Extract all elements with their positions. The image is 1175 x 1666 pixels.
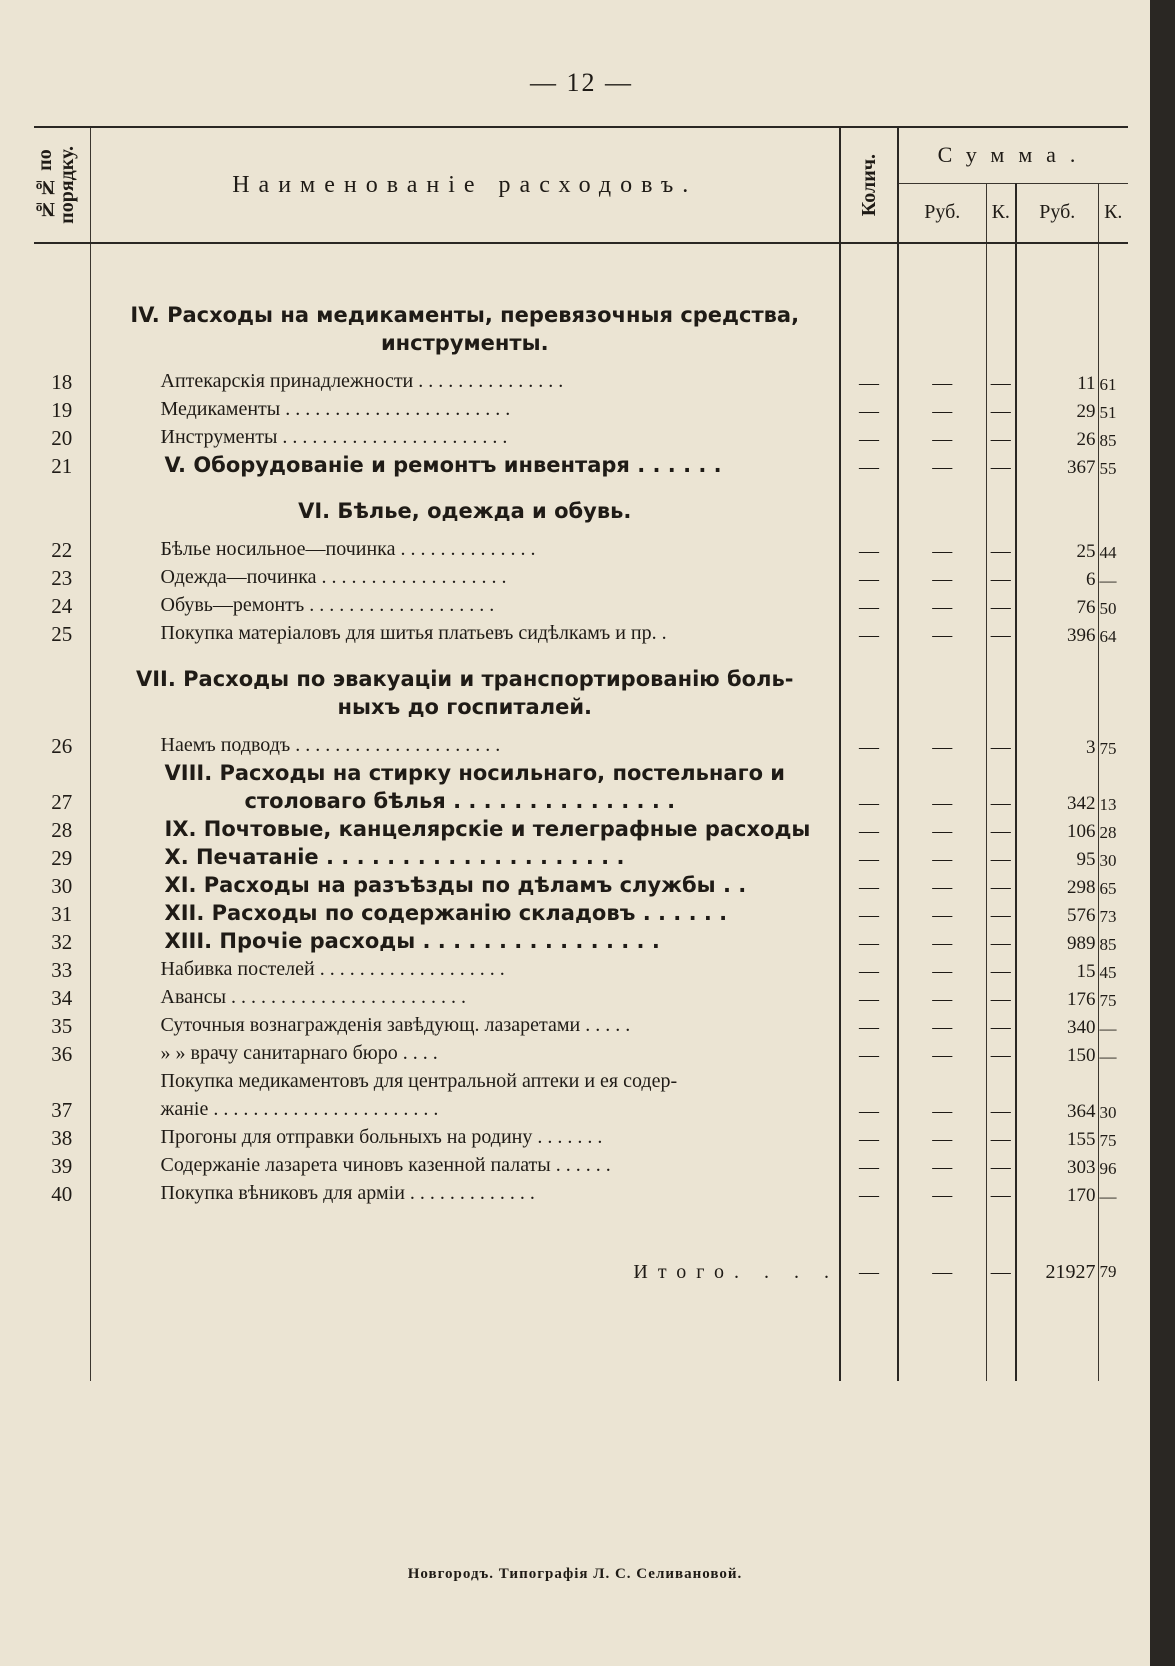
row-description bbox=[90, 1067, 840, 1123]
amount-rub: 303 bbox=[1016, 1151, 1098, 1179]
row-number: 25 bbox=[51, 622, 73, 646]
kop1-dash: — bbox=[986, 1011, 1016, 1039]
total-label: Итого. . . . bbox=[90, 1243, 840, 1301]
qty-dash: — bbox=[840, 423, 898, 451]
amount-kop: 85 bbox=[1098, 927, 1128, 955]
row-description: Набивка постелей . . . . . . . . . . . . . . . . . . . bbox=[90, 955, 840, 983]
qty-dash: — bbox=[840, 871, 898, 899]
kop1-dash: — bbox=[986, 815, 1016, 843]
row-number: 38 bbox=[51, 1126, 73, 1150]
amount-kop: 45 bbox=[1098, 955, 1128, 983]
amount-rub: 396 bbox=[1016, 619, 1098, 647]
kop1-dash: — bbox=[986, 591, 1016, 619]
amount-kop: 75 bbox=[1098, 731, 1128, 759]
rub1-dash: — bbox=[898, 451, 986, 479]
amount-kop: 13 bbox=[1098, 759, 1128, 815]
amount-rub: 367 bbox=[1016, 451, 1098, 479]
table-row bbox=[34, 395, 1128, 423]
row-number: 22 bbox=[51, 538, 73, 562]
kop1-dash: — bbox=[986, 843, 1016, 871]
qty-dash: — bbox=[840, 759, 898, 815]
kop1-dash: — bbox=[986, 871, 1016, 899]
table-row bbox=[34, 759, 1128, 815]
amount-kop: 75 bbox=[1098, 983, 1128, 1011]
qty-dash: — bbox=[840, 1039, 898, 1067]
table-row bbox=[34, 731, 1128, 759]
row-number: 19 bbox=[51, 398, 73, 422]
total-number-empty bbox=[34, 1243, 90, 1301]
rub1-dash: — bbox=[898, 367, 986, 395]
amount-rub: 576 bbox=[1016, 899, 1098, 927]
header-number-label: №№ по порядку. bbox=[34, 146, 78, 224]
row-number: 20 bbox=[51, 426, 73, 450]
header-rub-1: Руб. bbox=[898, 183, 986, 243]
row-number-empty bbox=[34, 283, 90, 357]
header-sum bbox=[898, 127, 1128, 183]
qty-dash: — bbox=[840, 927, 898, 955]
kop1-dash: — bbox=[986, 423, 1016, 451]
rub1-dash: — bbox=[898, 955, 986, 983]
amount-kop: 85 bbox=[1098, 423, 1128, 451]
amount-kop: 50 bbox=[1098, 591, 1128, 619]
table-row bbox=[34, 535, 1128, 563]
qty-dash: — bbox=[840, 1123, 898, 1151]
table-row bbox=[34, 899, 1128, 927]
kop1-dash: — bbox=[986, 927, 1016, 955]
row-description-line2: жаніе . . . . . . . . . . . . . . . . . . . . . . . bbox=[160, 1098, 439, 1120]
table-row bbox=[34, 367, 1128, 395]
total-row bbox=[34, 1243, 1128, 1301]
amount-rub: 25 bbox=[1016, 535, 1098, 563]
kop1-dash: — bbox=[986, 1179, 1016, 1207]
section-title bbox=[90, 479, 840, 525]
row-description-line1: VIII. Расходы на стирку носильнаго, постельнаго и bbox=[164, 761, 786, 785]
row-description: IX. Почтовые, канцелярскіе и телеграфные расходы bbox=[90, 815, 840, 843]
amount-rub: 364 bbox=[1016, 1067, 1098, 1123]
kop1-dash: — bbox=[986, 1067, 1016, 1123]
row-number: 30 bbox=[51, 874, 73, 898]
section-heading-row bbox=[34, 283, 1128, 357]
qty-dash: — bbox=[840, 1151, 898, 1179]
row-description: X. Печатаніе . . . . . . . . . . . . . . . . . . . . bbox=[90, 843, 840, 871]
rub1-dash: — bbox=[898, 759, 986, 815]
row-description: Инструменты . . . . . . . . . . . . . . . . . . . . . . . bbox=[90, 423, 840, 451]
header-rub-2: Руб. bbox=[1016, 183, 1098, 243]
kop1-dash: — bbox=[986, 899, 1016, 927]
header-qty-label: Колич. bbox=[858, 153, 880, 217]
kop1-dash: — bbox=[986, 451, 1016, 479]
row-description: Прогоны для отправки больныхъ на родину . . . . . . . bbox=[90, 1123, 840, 1151]
amount-kop: 65 bbox=[1098, 871, 1128, 899]
table-body bbox=[34, 243, 1128, 1381]
row-number: 33 bbox=[51, 958, 73, 982]
amount-rub: 15 bbox=[1016, 955, 1098, 983]
table-row bbox=[34, 1067, 1128, 1123]
rub1-dash: — bbox=[898, 423, 986, 451]
row-description: Покупка матеріаловъ для шитья платьевъ сидѣлкамъ и пр. . bbox=[90, 619, 840, 647]
amount-rub: 989 bbox=[1016, 927, 1098, 955]
kop1-dash: — bbox=[986, 395, 1016, 423]
row-number: 18 bbox=[51, 370, 73, 394]
rub1-dash: — bbox=[898, 983, 986, 1011]
header-sum-label: Сумма. bbox=[937, 142, 1090, 168]
kop1-dash: — bbox=[986, 955, 1016, 983]
header-name-label: Наименованіе расходовъ. bbox=[232, 171, 698, 198]
table-row bbox=[34, 591, 1128, 619]
row-description: Содержаніе лазарета чиновъ казенной палаты . . . . . . bbox=[90, 1151, 840, 1179]
row-number: 31 bbox=[51, 902, 73, 926]
section-title-line1: IV. Расходы на медикаменты, перевязочныя средства, bbox=[130, 303, 800, 327]
amount-rub: 76 bbox=[1016, 591, 1098, 619]
row-number: 26 bbox=[51, 734, 73, 758]
amount-kop: 28 bbox=[1098, 815, 1128, 843]
qty-dash: — bbox=[840, 451, 898, 479]
qty-total-dash: — bbox=[840, 1243, 898, 1301]
rub1-dash: — bbox=[898, 1179, 986, 1207]
header-kop-1: К. bbox=[986, 183, 1016, 243]
row-description: Покупка вѣниковъ для арміи . . . . . . . . . . . . . bbox=[90, 1179, 840, 1207]
rub1-dash: — bbox=[898, 1151, 986, 1179]
header-qty bbox=[840, 127, 898, 243]
amount-kop: 30 bbox=[1098, 843, 1128, 871]
amount-kop: — bbox=[1098, 1011, 1128, 1039]
amount-rub: 298 bbox=[1016, 871, 1098, 899]
table-row bbox=[34, 871, 1128, 899]
row-description-line2: столоваго бѣлья . . . . . . . . . . . . . . . bbox=[244, 789, 676, 813]
amount-kop: — bbox=[1098, 563, 1128, 591]
amount-kop: 73 bbox=[1098, 899, 1128, 927]
amount-rub: 29 bbox=[1016, 395, 1098, 423]
kop1-dash: — bbox=[986, 367, 1016, 395]
page-number: — 12 — bbox=[530, 68, 633, 97]
table-row bbox=[34, 955, 1128, 983]
kop1-dash: — bbox=[986, 1123, 1016, 1151]
rub1-dash: — bbox=[898, 927, 986, 955]
table-row bbox=[34, 1179, 1128, 1207]
kop1-dash: — bbox=[986, 619, 1016, 647]
row-number: 39 bbox=[51, 1154, 73, 1178]
row-number: 40 bbox=[51, 1182, 73, 1206]
qty-dash: — bbox=[840, 591, 898, 619]
amount-rub: 3 bbox=[1016, 731, 1098, 759]
kop1-dash: — bbox=[986, 759, 1016, 815]
table-row bbox=[34, 815, 1128, 843]
section-heading-row bbox=[34, 647, 1128, 721]
row-number: 21 bbox=[51, 454, 73, 478]
rub1-dash: — bbox=[898, 1011, 986, 1039]
section-title-line1: VI. Бѣлье, одежда и обувь. bbox=[298, 499, 632, 523]
table-row bbox=[34, 619, 1128, 647]
row-number: 34 bbox=[51, 986, 73, 1010]
row-description: Одежда—починка . . . . . . . . . . . . . . . . . . . bbox=[90, 563, 840, 591]
header-number bbox=[34, 127, 90, 243]
rub1-total-dash: — bbox=[898, 1243, 986, 1301]
qty-dash: — bbox=[840, 619, 898, 647]
row-number: 24 bbox=[51, 594, 73, 618]
amount-rub: 106 bbox=[1016, 815, 1098, 843]
row-description: Суточныя вознагражденія завѣдующ. лазаретами . . . . . bbox=[90, 1011, 840, 1039]
row-description: Обувь—ремонтъ . . . . . . . . . . . . . . . . . . . bbox=[90, 591, 840, 619]
table-row bbox=[34, 1039, 1128, 1067]
kop1-dash: — bbox=[986, 731, 1016, 759]
expense-table bbox=[34, 126, 1128, 1381]
amount-kop: 75 bbox=[1098, 1123, 1128, 1151]
qty-dash: — bbox=[840, 955, 898, 983]
row-description: Авансы . . . . . . . . . . . . . . . . . . . . . . . . bbox=[90, 983, 840, 1011]
qty-dash: — bbox=[840, 563, 898, 591]
rub1-dash: — bbox=[898, 1039, 986, 1067]
row-number: 36 bbox=[51, 1042, 73, 1066]
row-number-empty bbox=[34, 647, 90, 721]
row-number: 37 bbox=[51, 1098, 73, 1122]
row-description: V. Оборудованіе и ремонтъ инвентаря . . . . . . bbox=[90, 451, 840, 479]
amount-kop: 44 bbox=[1098, 535, 1128, 563]
qty-dash: — bbox=[840, 899, 898, 927]
table-row bbox=[34, 451, 1128, 479]
amount-kop: 61 bbox=[1098, 367, 1128, 395]
rub1-dash: — bbox=[898, 563, 986, 591]
amount-rub: 340 bbox=[1016, 1011, 1098, 1039]
amount-kop: 51 bbox=[1098, 395, 1128, 423]
kop1-dash: — bbox=[986, 563, 1016, 591]
header-name bbox=[90, 127, 840, 243]
rub1-dash: — bbox=[898, 731, 986, 759]
table-row bbox=[34, 843, 1128, 871]
qty-dash: — bbox=[840, 731, 898, 759]
qty-dash: — bbox=[840, 395, 898, 423]
amount-rub: 6 bbox=[1016, 563, 1098, 591]
row-number: 32 bbox=[51, 930, 73, 954]
row-description: Медикаменты . . . . . . . . . . . . . . . . . . . . . . . bbox=[90, 395, 840, 423]
qty-dash: — bbox=[840, 535, 898, 563]
row-description: Аптекарскія принадлежности . . . . . . . . . . . . . . . bbox=[90, 367, 840, 395]
qty-dash: — bbox=[840, 843, 898, 871]
table-row bbox=[34, 563, 1128, 591]
rub1-dash: — bbox=[898, 619, 986, 647]
table-row bbox=[34, 423, 1128, 451]
total-rub: 21927 bbox=[1016, 1243, 1098, 1301]
row-description-line1: Покупка медикаментовъ для центральной аптеки и ея содер- bbox=[160, 1070, 678, 1092]
rub1-dash: — bbox=[898, 843, 986, 871]
rub1-dash: — bbox=[898, 1067, 986, 1123]
table-row bbox=[34, 1151, 1128, 1179]
amount-rub: 155 bbox=[1016, 1123, 1098, 1151]
table-row bbox=[34, 983, 1128, 1011]
table-row bbox=[34, 1123, 1128, 1151]
row-description: XIII. Прочіе расходы . . . . . . . . . . . . . . . . bbox=[90, 927, 840, 955]
amount-rub: 170 bbox=[1016, 1179, 1098, 1207]
amount-kop: 30 bbox=[1098, 1067, 1128, 1123]
rub1-dash: — bbox=[898, 591, 986, 619]
amount-kop: — bbox=[1098, 1039, 1128, 1067]
row-description bbox=[90, 759, 840, 815]
rub1-dash: — bbox=[898, 815, 986, 843]
section-title-line1: VII. Расходы по эвакуаціи и транспортированію боль- bbox=[135, 667, 794, 691]
qty-dash: — bbox=[840, 983, 898, 1011]
row-description: XII. Расходы по содержанію складовъ . . . . . . bbox=[90, 899, 840, 927]
qty-dash: — bbox=[840, 1179, 898, 1207]
amount-rub: 342 bbox=[1016, 759, 1098, 815]
amount-rub: 176 bbox=[1016, 983, 1098, 1011]
row-description: Бѣлье носильное—починка . . . . . . . . . . . . . . bbox=[90, 535, 840, 563]
amount-rub: 95 bbox=[1016, 843, 1098, 871]
kop1-dash: — bbox=[986, 983, 1016, 1011]
qty-dash: — bbox=[840, 1011, 898, 1039]
section-title-line2: ныхъ до госпиталей. bbox=[337, 695, 593, 719]
row-description: XI. Расходы на разъѣзды по дѣламъ службы . . bbox=[90, 871, 840, 899]
header-kop-2: К. bbox=[1098, 183, 1128, 243]
rub1-dash: — bbox=[898, 871, 986, 899]
rub1-dash: — bbox=[898, 535, 986, 563]
amount-rub: 150 bbox=[1016, 1039, 1098, 1067]
kop1-dash: — bbox=[986, 1039, 1016, 1067]
table-row bbox=[34, 1011, 1128, 1039]
row-number: 23 bbox=[51, 566, 73, 590]
row-description: Наемъ подводъ . . . . . . . . . . . . . . . . . . . . . bbox=[90, 731, 840, 759]
kop1-total-dash: — bbox=[986, 1243, 1016, 1301]
amount-kop: 96 bbox=[1098, 1151, 1128, 1179]
qty-dash: — bbox=[840, 815, 898, 843]
row-number: 29 bbox=[51, 846, 73, 870]
rub1-dash: — bbox=[898, 395, 986, 423]
amount-kop: 64 bbox=[1098, 619, 1128, 647]
section-title bbox=[90, 647, 840, 721]
row-description: » » врачу санитарнаго бюро . . . . bbox=[90, 1039, 840, 1067]
row-number: 28 bbox=[51, 818, 73, 842]
amount-rub: 26 bbox=[1016, 423, 1098, 451]
rub1-dash: — bbox=[898, 1123, 986, 1151]
row-number: 35 bbox=[51, 1014, 73, 1038]
section-title bbox=[90, 283, 840, 357]
row-number-empty bbox=[34, 479, 90, 525]
amount-kop: — bbox=[1098, 1179, 1128, 1207]
rub1-dash: — bbox=[898, 899, 986, 927]
amount-kop: 55 bbox=[1098, 451, 1128, 479]
qty-dash: — bbox=[840, 367, 898, 395]
section-title-line2: инструменты. bbox=[380, 331, 549, 355]
qty-dash: — bbox=[840, 1067, 898, 1123]
section-heading-row bbox=[34, 479, 1128, 525]
book-binding-edge bbox=[1150, 0, 1175, 1666]
kop1-dash: — bbox=[986, 535, 1016, 563]
amount-rub: 11 bbox=[1016, 367, 1098, 395]
table-row bbox=[34, 927, 1128, 955]
total-kop: 79 bbox=[1098, 1243, 1128, 1301]
row-number: 27 bbox=[51, 790, 73, 814]
kop1-dash: — bbox=[986, 1151, 1016, 1179]
printer-footer: Новгородъ. Типографія Л. С. Селивановой. bbox=[407, 1566, 743, 1582]
